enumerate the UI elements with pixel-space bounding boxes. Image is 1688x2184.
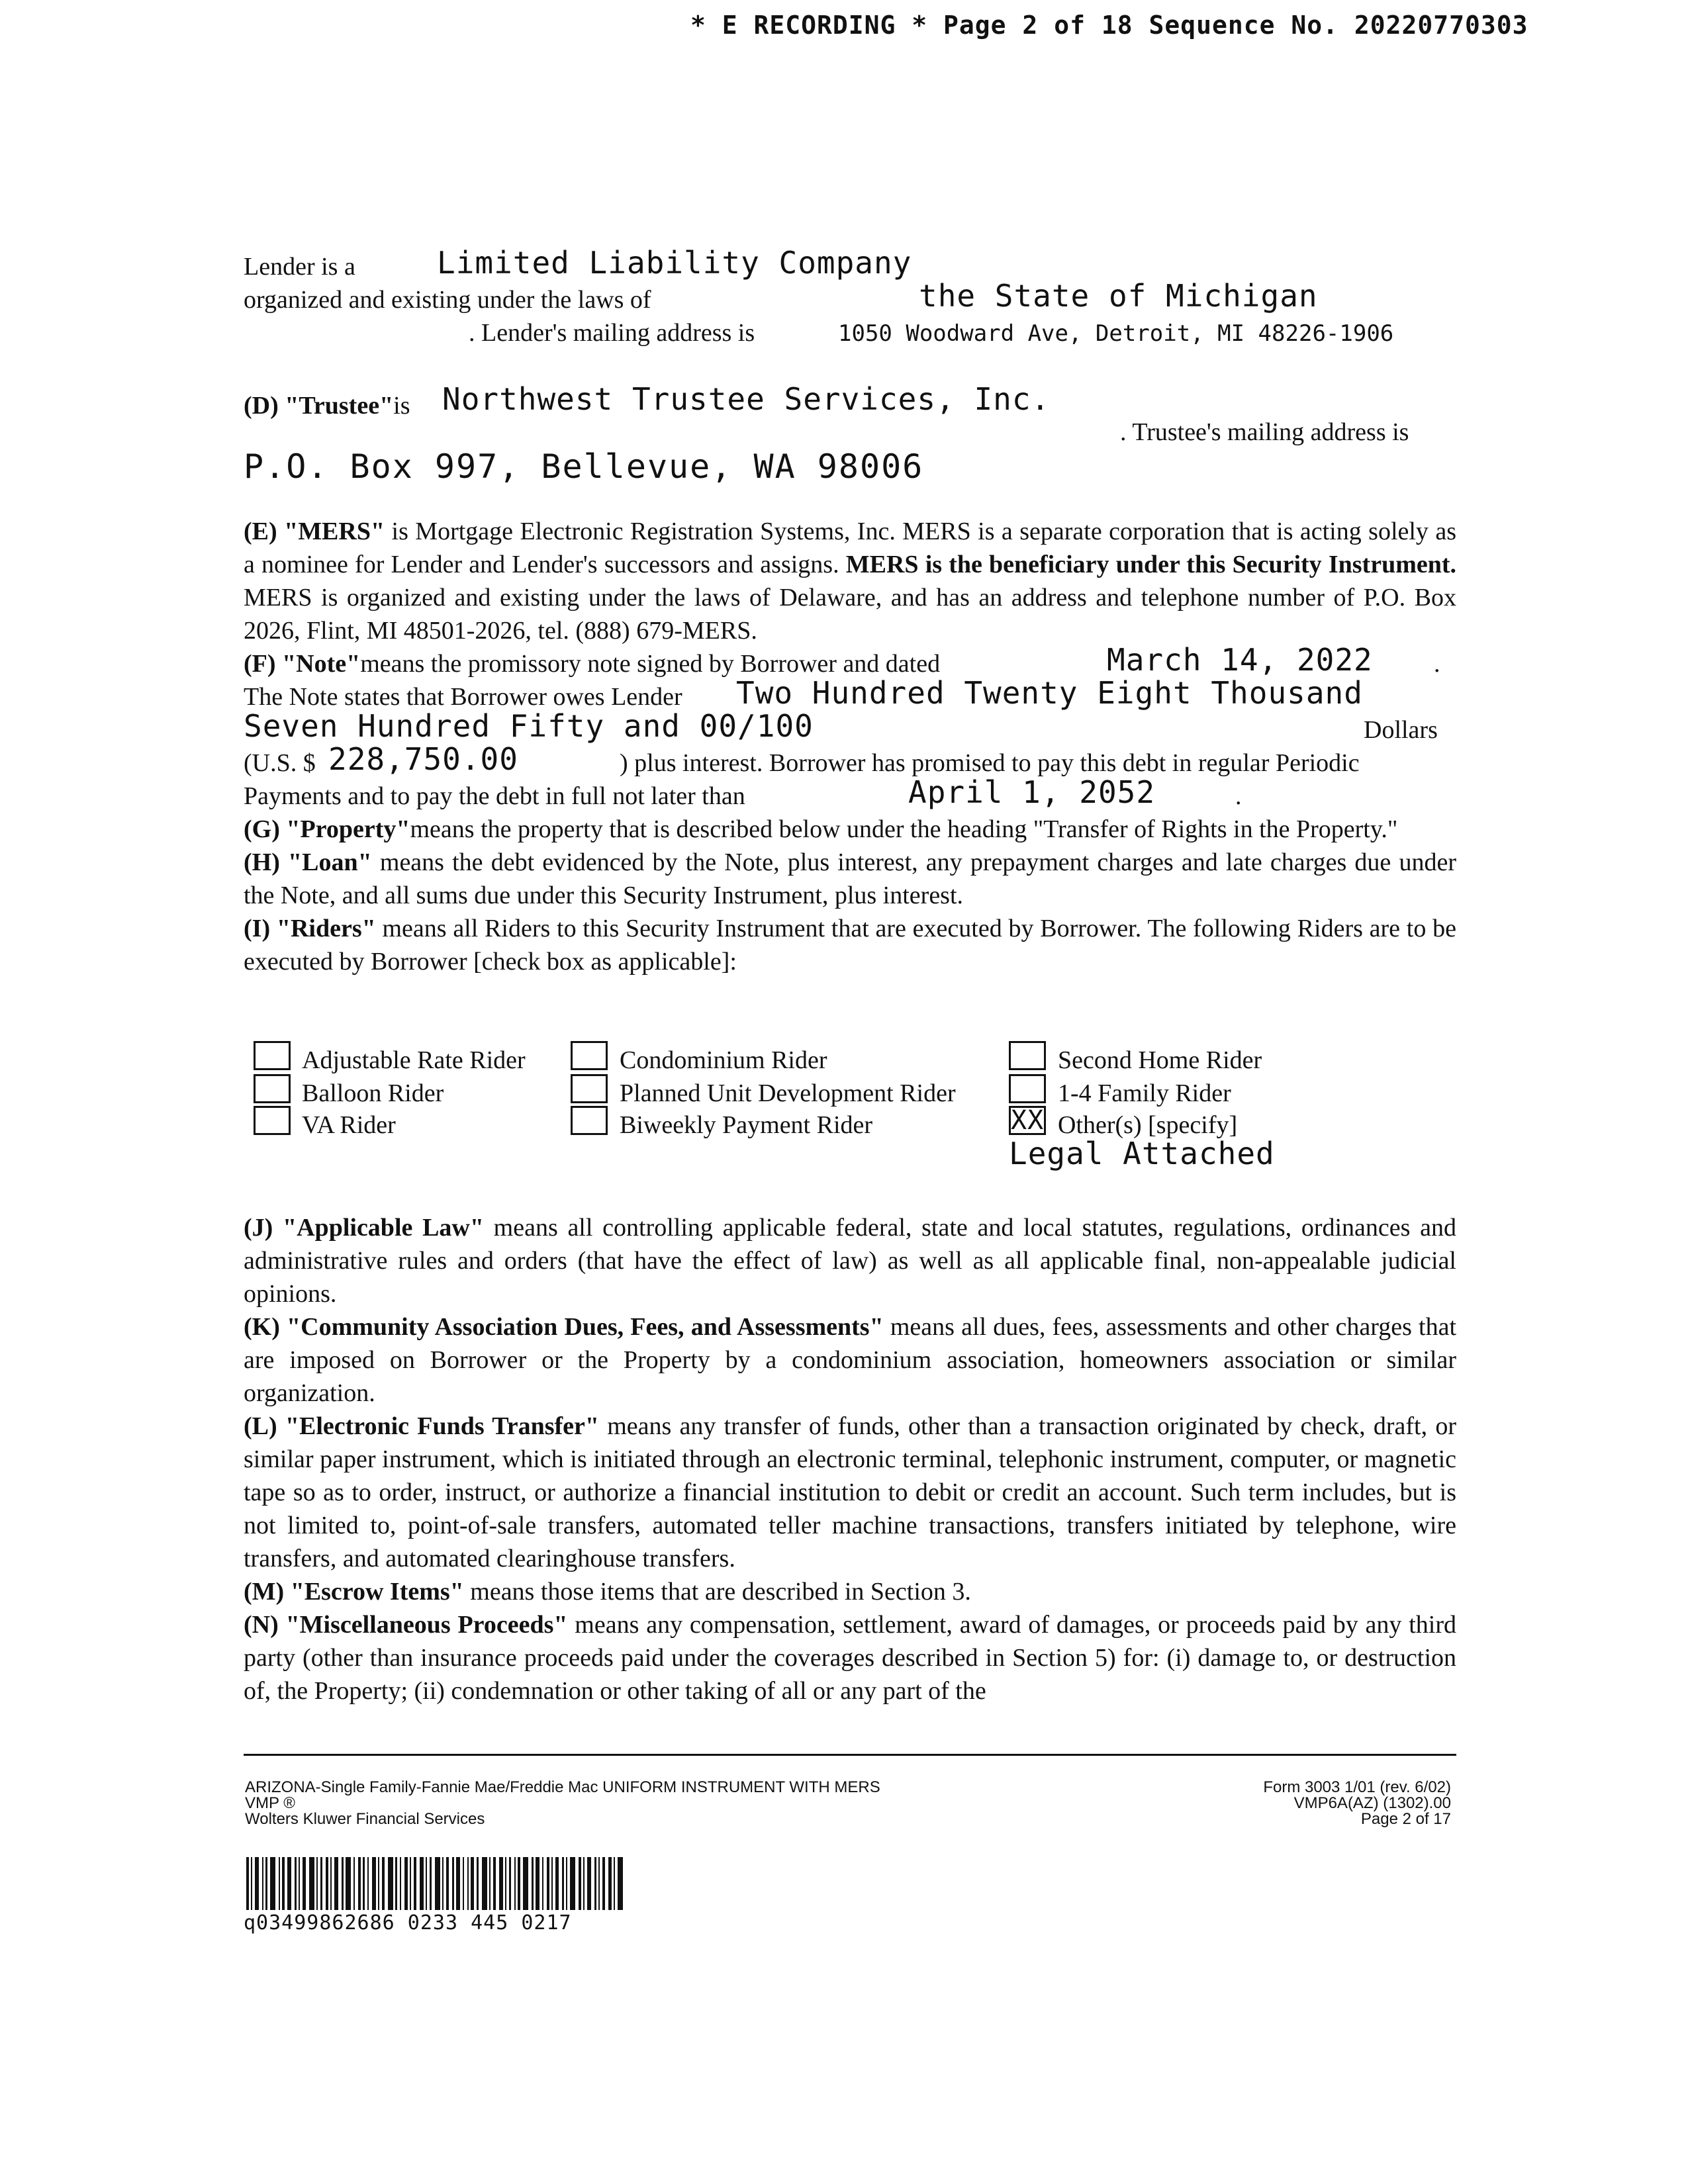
- barcode-bar: [251, 1857, 252, 1910]
- barcode-bar: [551, 1857, 553, 1910]
- loan-text: means the debt evidenced by the Note, plus interest, any prepayment charges and late charges due under the Note, and all sums due under this Security Instrument, plus interest.: [244, 848, 1456, 909]
- barcode-bar: [382, 1857, 385, 1910]
- recording-header: * E RECORDING * Page 2 of 18 Sequence No. 20220770303: [690, 11, 1528, 40]
- trustee-label: [244, 389, 410, 422]
- note-maturity-date: April 1, 2052: [908, 774, 1156, 810]
- misc-prefix: (N): [244, 1611, 286, 1639]
- barcode-bar: [363, 1857, 365, 1910]
- checkbox-balloon-rider[interactable]: [254, 1074, 291, 1103]
- barcode-bar: [388, 1857, 393, 1910]
- barcode-bar: [452, 1857, 454, 1910]
- applicable-law-term: "Applicable Law": [283, 1214, 484, 1242]
- note-owes-label: The Note states that Borrower owes Lender: [244, 683, 682, 711]
- rider-other-specify: Legal Attached: [1009, 1136, 1275, 1171]
- mers-term: "MERS": [284, 518, 385, 545]
- barcode-bar: [456, 1857, 460, 1910]
- trustee-term: "Trustee": [285, 392, 394, 420]
- note-period-2: .: [1235, 782, 1242, 810]
- footer-left-line-3: Wolters Kluwer Financial Services: [245, 1810, 485, 1828]
- barcode-bar: [430, 1857, 432, 1910]
- barcode-bar: [594, 1857, 596, 1910]
- lender-organized-label: organized and existing under the laws of: [244, 286, 651, 314]
- rider-label-second-home: Second Home Rider: [1058, 1046, 1262, 1074]
- trustee-prefix: (D): [244, 392, 285, 420]
- mers-paragraph: [244, 515, 1456, 647]
- barcode-bar: [342, 1857, 344, 1910]
- applicable-law-prefix: (J): [244, 1214, 283, 1242]
- checkbox-other-mark: XX: [1011, 1105, 1045, 1136]
- barcode-bar: [608, 1857, 612, 1910]
- community-paragraph: [244, 1310, 1456, 1410]
- barcode-bar: [426, 1857, 427, 1910]
- community-term: "Community Association Dues, Fees, and Assessments": [287, 1313, 884, 1341]
- barcode-bar: [246, 1857, 249, 1910]
- barcode-bar: [287, 1857, 291, 1910]
- property-paragraph: [244, 813, 1456, 846]
- checkbox-second-home-rider[interactable]: [1009, 1041, 1046, 1070]
- barcode-bar: [395, 1857, 397, 1910]
- barcode-bar: [330, 1857, 332, 1910]
- definitions-j-n: [244, 1211, 1456, 1707]
- rider-label-va: VA Rider: [302, 1111, 396, 1139]
- checkbox-va-rider[interactable]: [254, 1106, 291, 1135]
- mers-text-2: MERS is organized and existing under the laws of Delaware, and has an address and telephone number of P.O. Box 2026, Flint, MI 48501-2026, tel. (888) 679-MERS.: [244, 584, 1456, 645]
- lender-is-a-label: Lender is a: [244, 253, 355, 281]
- barcode-bar: [442, 1857, 444, 1910]
- barcode-bar: [404, 1857, 408, 1910]
- definitions-g-h-i: [244, 813, 1456, 978]
- checkbox-1-4-family-rider[interactable]: [1009, 1074, 1046, 1103]
- barcode-bar: [372, 1857, 376, 1910]
- note-date: March 14, 2022: [1107, 642, 1373, 678]
- lender-entity-type: Limited Liability Company: [437, 245, 912, 281]
- applicable-law-text: means all controlling applicable federal, state and local statutes, regulations, ordinances and administrative rules and orders (that have the effect of law) as well as all applicable final, non-appealable judicial opinions.: [244, 1214, 1456, 1308]
- riders-term: "Riders": [276, 915, 376, 942]
- barcode-bar: [514, 1857, 516, 1910]
- barcode-bar: [532, 1857, 534, 1910]
- misc-proceeds-paragraph: [244, 1608, 1456, 1707]
- eft-term: "Electronic Funds Transfer": [285, 1412, 599, 1440]
- barcode-bar: [270, 1857, 275, 1910]
- barcode-bar: [295, 1857, 297, 1910]
- mers-definition: [244, 515, 1456, 647]
- barcode-bar: [358, 1857, 361, 1910]
- footer-right-line-2: VMP6A(AZ) (1302).00: [1293, 1794, 1451, 1812]
- rider-label-biweekly: Biweekly Payment Rider: [620, 1111, 873, 1139]
- note-amount: 228,750.00: [328, 741, 518, 777]
- eft-paragraph: [244, 1410, 1456, 1575]
- barcode-bar: [420, 1857, 424, 1910]
- applicable-law-paragraph: [244, 1211, 1456, 1310]
- barcode-bar: [602, 1857, 605, 1910]
- escrow-paragraph: [244, 1575, 1456, 1608]
- property-prefix: (G): [244, 815, 287, 843]
- barcode-image: [246, 1857, 723, 1910]
- barcode-bar: [255, 1857, 259, 1910]
- rider-label-pud: Planned Unit Development Rider: [620, 1079, 956, 1107]
- barcode-bar: [282, 1857, 285, 1910]
- barcode-bar: [446, 1857, 449, 1910]
- community-prefix: (K): [244, 1313, 287, 1341]
- barcode-bar: [583, 1857, 585, 1910]
- rider-label-other: Other(s) [specify]: [1058, 1111, 1238, 1139]
- riders-prefix: (I): [244, 915, 277, 942]
- note-dollars-label: Dollars: [1364, 716, 1438, 744]
- barcode-bar: [353, 1857, 355, 1910]
- barcode-bar: [618, 1857, 623, 1910]
- property-text: means the property that is described below under the heading "Transfer of Rights in the Property.": [410, 815, 1398, 843]
- escrow-prefix: (M): [244, 1578, 291, 1606]
- barcode-bar: [489, 1857, 491, 1910]
- trustee-is: is: [393, 392, 410, 420]
- barcode-bar: [400, 1857, 401, 1910]
- barcode-bar: [303, 1857, 306, 1910]
- barcode-bar: [482, 1857, 487, 1910]
- barcode-bar: [587, 1857, 591, 1910]
- trustee-name: Northwest Trustee Services, Inc.: [442, 381, 1051, 417]
- note-period: .: [1434, 650, 1440, 678]
- barcode-bar: [435, 1857, 440, 1910]
- misc-text: means any compensation, settlement, award of damages, or proceeds paid by any third party (other than insurance proceeds paid under the coverages described in Section 5) for: (i) damage to, or destruction of, the Property; (ii) condemnation or other taking of all or any part of the: [244, 1611, 1456, 1705]
- barcode-bar: [299, 1857, 300, 1910]
- footer-left-line-1: ARIZONA-Single Family-Fannie Mae/Freddie Mac UNIFORM INSTRUMENT WITH MERS: [245, 1778, 880, 1796]
- barcode-bar: [320, 1857, 322, 1910]
- note-text-3: Payments and to pay the debt in full not later than: [244, 782, 745, 810]
- barcode-bar: [367, 1857, 369, 1910]
- eft-prefix: (L): [244, 1412, 285, 1440]
- barcode-bar: [555, 1857, 559, 1910]
- barcode-bar: [570, 1857, 575, 1910]
- barcode-bar: [523, 1857, 528, 1910]
- checkbox-pud-rider[interactable]: [571, 1074, 608, 1103]
- checkbox-biweekly-payment-rider[interactable]: [571, 1106, 608, 1135]
- note-amount-words-2: Seven Hundred Fifty and 00/100: [244, 708, 814, 744]
- loan-prefix: (H): [244, 848, 289, 876]
- barcode-bar: [326, 1857, 328, 1910]
- checkbox-condominium-rider[interactable]: [571, 1041, 608, 1070]
- barcode-bar: [477, 1857, 479, 1910]
- community-text: means all dues, fees, assessments and other charges that are imposed on Borrower or the Property by a condominium association, homeowners association or similar organization.: [244, 1313, 1457, 1407]
- trustee-mailing-label: . Trustee's mailing address is: [1120, 418, 1409, 446]
- footer-right-line-1: Form 3003 1/01 (rev. 6/02): [1263, 1778, 1451, 1796]
- barcode-bar: [414, 1857, 416, 1910]
- note-term: "Note": [282, 650, 361, 678]
- footer-rule: [244, 1754, 1456, 1756]
- barcode-bar: [566, 1857, 567, 1910]
- barcode-bar: [378, 1857, 379, 1910]
- footer-left-line-2: VMP ®: [245, 1794, 295, 1812]
- barcode-bar: [579, 1857, 581, 1910]
- barcode-bar: [471, 1857, 474, 1910]
- footer-right-line-3: Page 2 of 17: [1360, 1810, 1451, 1828]
- barcode-bar: [493, 1857, 496, 1910]
- rider-label-condominium: Condominium Rider: [620, 1046, 827, 1074]
- barcode-bar: [265, 1857, 267, 1910]
- rider-label-adjustable-rate: Adjustable Rate Rider: [302, 1046, 526, 1074]
- note-text-2: ) plus interest. Borrower has promised to pay this debt in regular Periodic: [620, 749, 1360, 777]
- escrow-text: means those items that are described in Section 3.: [463, 1578, 971, 1606]
- loan-paragraph: [244, 846, 1456, 912]
- barcode-bar: [334, 1857, 338, 1910]
- lender-mailing-address: 1050 Woodward Ave, Detroit, MI 48226-1906: [838, 320, 1394, 347]
- note-prefix: (F): [244, 650, 283, 678]
- barcode-bar: [614, 1857, 615, 1910]
- escrow-term: "Escrow Items": [290, 1578, 464, 1606]
- riders-text: means all Riders to this Security Instrument that are executed by Borrower. The following Riders are to be executed by Borrower [check box as applicable]:: [244, 915, 1456, 976]
- lender-mailing-label: . Lender's mailing address is: [469, 319, 755, 347]
- barcode-bar: [505, 1857, 506, 1910]
- rider-label-1-4-family: 1-4 Family Rider: [1058, 1079, 1231, 1107]
- barcode-bar: [309, 1857, 314, 1910]
- barcode-bar: [509, 1857, 511, 1910]
- barcode-bar: [547, 1857, 549, 1910]
- property-term: "Property": [286, 815, 410, 843]
- rider-label-balloon: Balloon Rider: [302, 1079, 444, 1107]
- checkbox-adjustable-rate-rider[interactable]: [254, 1041, 291, 1070]
- mers-bold-text: MERS is the beneficiary under this Security Instrument.: [845, 551, 1457, 578]
- trustee-address: P.O. Box 997, Bellevue, WA 98006: [244, 447, 924, 486]
- barcode-bar: [262, 1857, 263, 1910]
- barcode-bar: [279, 1857, 280, 1910]
- note-text-1: means the promissory note signed by Borrower and dated: [360, 650, 941, 678]
- mers-text-1: is Mortgage Electronic Registration Systems, Inc. MERS is a separate corporation that is acting solely as a nominee for Lender and Lender's successors and assigns.: [244, 518, 1457, 578]
- lender-state: the State of Michigan: [919, 278, 1318, 314]
- barcode-bar: [499, 1857, 503, 1910]
- barcode-bar: [598, 1857, 600, 1910]
- barcode-bar: [463, 1857, 464, 1910]
- barcode-bar: [542, 1857, 543, 1910]
- mers-prefix: (E): [244, 518, 285, 545]
- note-us-label: (U.S. $: [244, 749, 316, 777]
- loan-term: "Loan": [288, 848, 372, 876]
- barcode-bar: [518, 1857, 520, 1910]
- eft-text: means any transfer of funds, other than a transaction originated by check, draft, or similar paper instrument, which is initiated through an electronic terminal, telephonic instrument, computer, or magnetic tape so as to order, instruct, or authorize a financial institution to debit or credit an account. Such term includes, but is not limited to, point-of-sale transfers, automated teller machine transactions, transfers initiated by telephone, wire transfers, and automated clearinghouse transfers.: [244, 1412, 1456, 1572]
- note-amount-words-1: Two Hundred Twenty Eight Thousand: [736, 675, 1363, 711]
- barcode-bar: [467, 1857, 469, 1910]
- barcode-bar: [562, 1857, 564, 1910]
- barcode-bar: [346, 1857, 351, 1910]
- barcode-text: q03499862686 0233 445 0217: [244, 1911, 572, 1934]
- misc-term: "Miscellaneous Proceeds": [285, 1611, 568, 1639]
- barcode-bar: [316, 1857, 318, 1910]
- riders-paragraph: [244, 912, 1456, 978]
- barcode-bar: [536, 1857, 539, 1910]
- barcode-bar: [410, 1857, 411, 1910]
